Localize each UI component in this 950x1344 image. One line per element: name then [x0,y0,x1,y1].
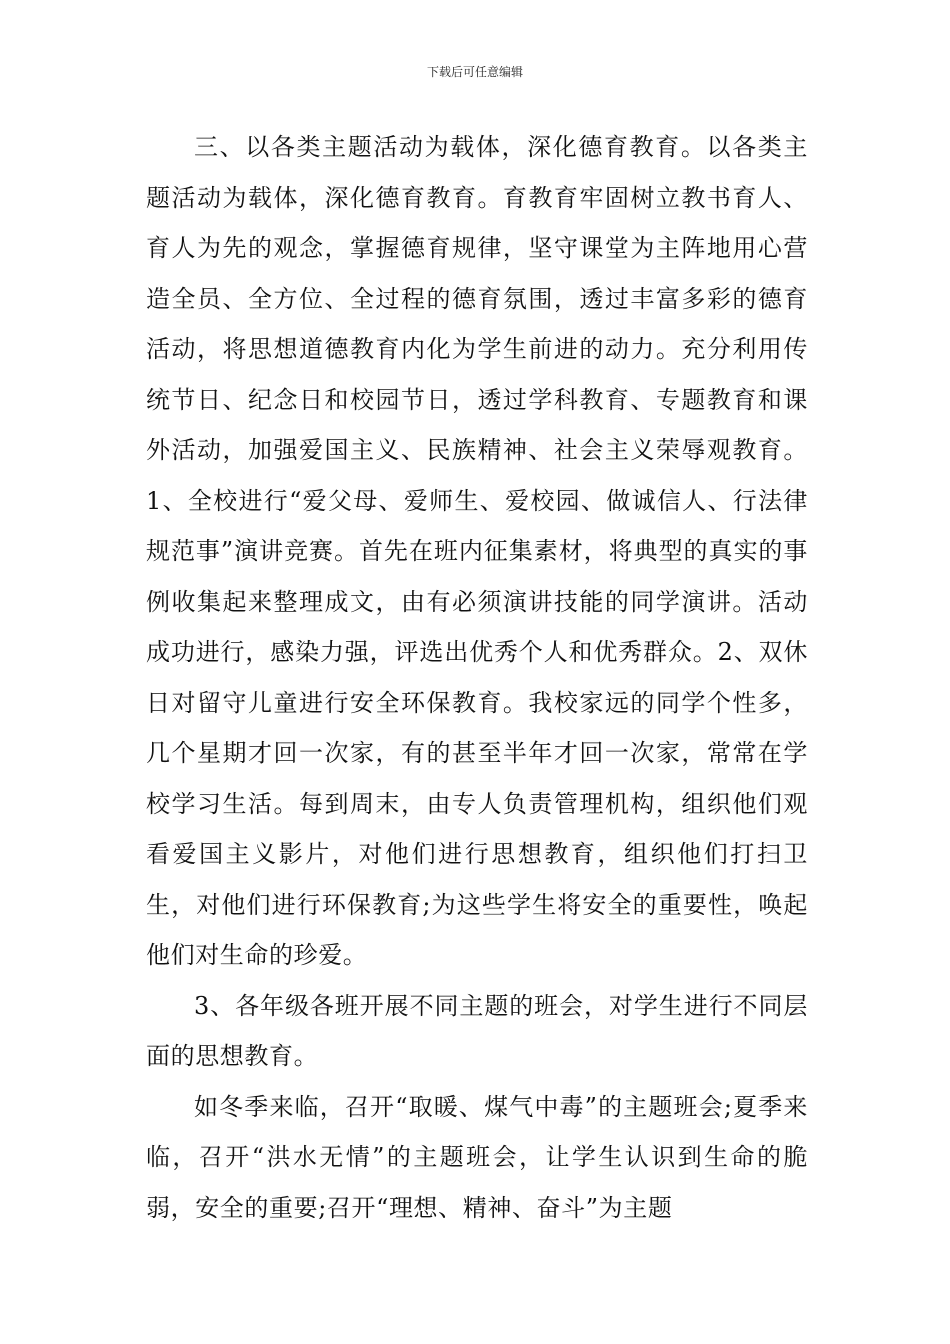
page-header: 下载后可任意编辑 [426,65,523,79]
document-body [146,122,808,1233]
paragraph-2: 3、各年级各班开展不同主题的班会，对学生进行不同层面的思想教育。 [146,991,808,1070]
paragraph-3: 如冬季来临，召开“取暖、煤气中毒”的主题班会;夏季来临，召开“洪水无情”的主题班会，让学生认识到生命的脆弱，安全的重要;召开“理想、精神、奋斗”为主题 [146,1092,808,1222]
paragraph-1: 三、以各类主题活动为载体，深化德育教育。以各类主题活动为载体，深化德育教育。育教育牢固树立教书育人、育人为先的观念，掌握德育规律，坚守课堂为主阵地用心营造全员、全方位、全过程的德育氛围，透过丰富多彩的德育活动，将思想道德教育内化为学生前进的动力。充分利用传统节日、纪念日和校园节日，透过学科教育、专题教育和课外活动，加强爱国主义、民族精神、社会主义荣辱观教育。1、全校进行“爱父母、爱师生、爱校园、做诚信人、行法律规范事”演讲竞赛。首先在班内征集素材，将典型的真实的事例收集起来整理成文，由有必须演讲技能的同学演讲。活动成功进行，感染力强，评选出优秀个人和优秀群众。2、双休日对留守儿童进行安全环保教育。我校家远的同学个性多，几个星期才回一次家，有的甚至半年才回一次家，常常在学校学习生活。每到周末，由专人负责管理机构，组织他们观看爱国主义影片，对他们进行思想教育，组织他们打扫卫生，对他们进行环保教育;为这些学生将安全的重要性，唤起他们对生命的珍爱。 [146,133,808,969]
